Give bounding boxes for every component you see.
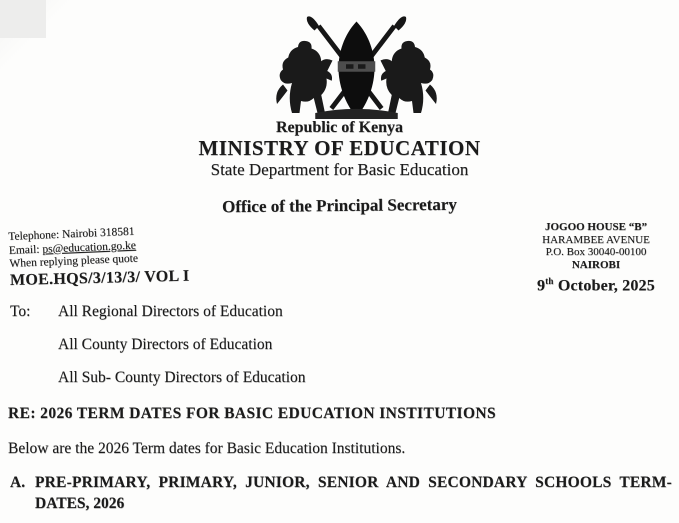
ministry-title: MINISTRY OF EDUCATION bbox=[198, 136, 481, 160]
scan-corner-artifact bbox=[0, 0, 46, 38]
date-ordinal: th bbox=[545, 276, 554, 286]
section-a-text bbox=[35, 474, 672, 513]
republic-of-kenya-line: Republic of Kenya bbox=[275, 119, 404, 136]
section-a-heading bbox=[10, 474, 672, 513]
recipient-line: All Sub- County Directors of Education bbox=[58, 369, 306, 386]
section-a-label: A. bbox=[10, 474, 26, 491]
address-city: NAIROBI bbox=[571, 258, 621, 271]
contact-block-right bbox=[517, 221, 675, 293]
telephone-line: Telephone: Nairobi 318581 bbox=[8, 225, 135, 243]
email-address: ps@education.go.ke bbox=[42, 239, 137, 256]
maasai-shield bbox=[338, 22, 376, 118]
kenya-coat-of-arms-icon bbox=[274, 14, 439, 119]
email-label: Email: bbox=[8, 243, 43, 257]
subject-line: RE: 2026 TERM DATES FOR BASIC EDUCATION INSTITUTIONS bbox=[8, 405, 497, 422]
address-building: JOGOO HOUSE “B” bbox=[544, 221, 648, 233]
date-day: 9 bbox=[537, 277, 546, 295]
address-street: HARAMBEE AVENUE bbox=[542, 233, 650, 246]
office-of-principal-secretary-line: Office of the Principal Secretary bbox=[222, 194, 457, 217]
body-intro-line: Below are the 2026 Term dates for Basic Education Institutions. bbox=[8, 440, 406, 457]
recipient-line: All County Directors of Education bbox=[58, 336, 273, 353]
right-lion bbox=[381, 41, 437, 113]
kenya-coat-of-arms bbox=[274, 14, 439, 119]
recipients-block bbox=[10, 303, 306, 402]
recipient-line: All Regional Directors of Education bbox=[58, 303, 283, 320]
quote-note: When replying please quote bbox=[9, 252, 139, 270]
state-department-line: State Department for Basic Education bbox=[210, 160, 469, 179]
left-lion bbox=[276, 41, 332, 113]
address-po-box: P.O. Box 30040-00100 bbox=[545, 246, 647, 258]
date-month-year: October, 2025 bbox=[553, 277, 655, 295]
section-a-line2: DATES, 2026 bbox=[35, 495, 125, 512]
letter-date bbox=[517, 275, 675, 293]
to-label: To: bbox=[10, 303, 31, 320]
harambee-banner bbox=[315, 109, 398, 119]
section-a-line1: PRE-PRIMARY, PRIMARY, JUNIOR, SENIOR AND SECONDARY SCHOOLS TERM- bbox=[35, 474, 672, 491]
reference-number: MOE.HQS/3/13/3/ VOL I bbox=[9, 267, 190, 289]
recipients-list bbox=[58, 303, 306, 402]
contact-block-left bbox=[8, 223, 190, 289]
